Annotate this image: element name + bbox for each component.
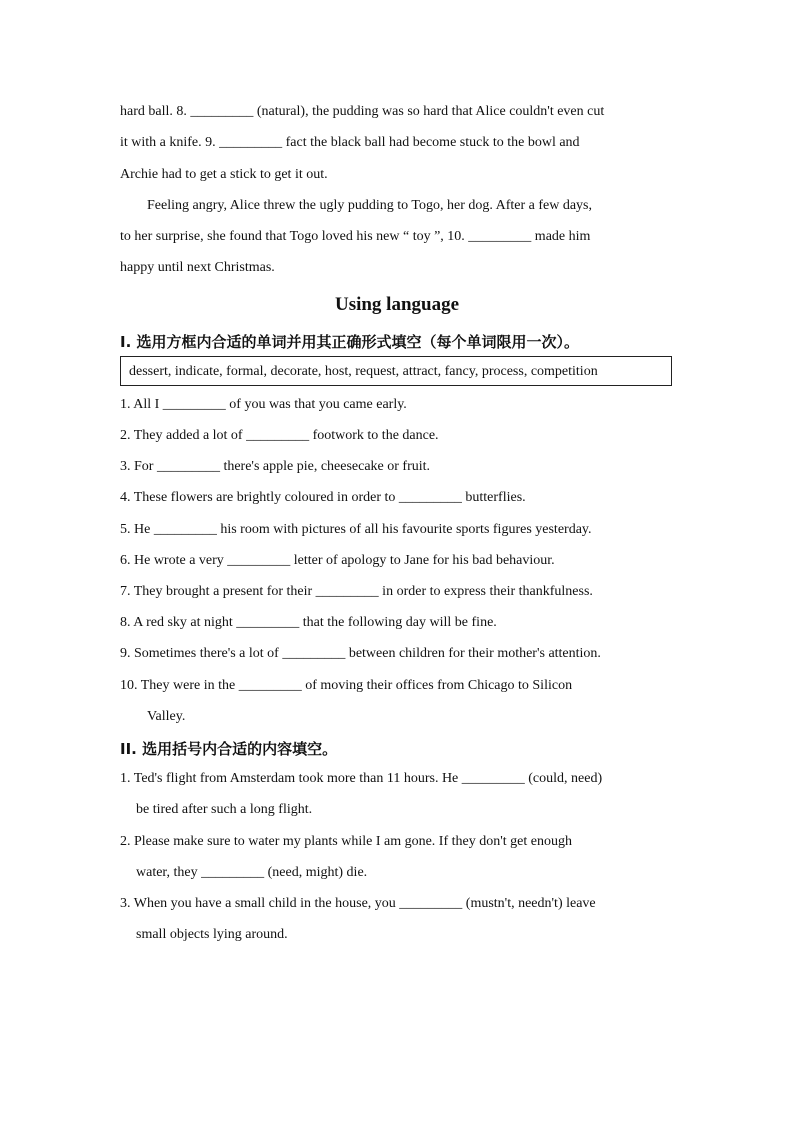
question-item: 3. When you have a small child in the house, you _________ (mustn't, needn't) leave <box>120 896 596 911</box>
question-item: 4. These flowers are brightly coloured in order to _________ butterflies. <box>120 490 526 505</box>
question-item: 9. Sometimes there's a lot of _________ between children for their mother's attention. <box>120 646 601 661</box>
question-item: 3. For _________ there's apple pie, cheesecake or fruit. <box>120 459 431 474</box>
section-title: Using language <box>334 294 460 315</box>
question-item-continuation: be tired after such a long flight. <box>136 802 313 817</box>
question-item-continuation: water, they _________ (need, might) die. <box>136 865 368 880</box>
question-item: 6. He wrote a very _________ letter of apology to Jane for his bad behaviour. <box>120 553 555 568</box>
part-2-heading: II. 选用括号内合适的内容填空。 <box>120 740 338 758</box>
question-item: 2. They added a lot of _________ footwork to the dance. <box>120 428 439 443</box>
question-item: 5. He _________ his room with pictures of all his favourite sports figures yesterday. <box>120 522 592 537</box>
word-box <box>120 356 672 386</box>
passage-line: it with a knife. 9. _________ fact the black ball had become stuck to the bowl and <box>120 135 580 150</box>
question-item: 2. Please make sure to water my plants while I am gone. If they don't get enough <box>120 834 572 849</box>
passage-line: hard ball. 8. _________ (natural), the pudding was so hard that Alice couldn't even cut <box>120 104 605 119</box>
passage-line: Feeling angry, Alice threw the ugly pudding to Togo, her dog. After a few days, <box>147 198 592 213</box>
question-item-continuation: small objects lying around. <box>136 927 288 942</box>
part-1-heading: I. 选用方框内合适的单词并用其正确形式填空（每个单词限用一次）。 <box>120 333 580 351</box>
passage-line: Archie had to get a stick to get it out. <box>120 167 328 182</box>
question-item: 7. They brought a present for their _________ in order to express their thankfulness. <box>120 584 593 599</box>
passage-line: to her surprise, she found that Togo loved his new “ toy ”, 10. _________ made him <box>120 229 591 244</box>
question-item: 1. Ted's flight from Amsterdam took more than 11 hours. He _________ (could, need) <box>120 771 603 786</box>
question-item: 10. They were in the _________ of moving their offices from Chicago to Silicon <box>120 678 573 693</box>
question-item-continuation: Valley. <box>147 709 186 724</box>
question-item: 1. All I _________ of you was that you came early. <box>120 397 407 412</box>
question-item: 8. A red sky at night _________ that the following day will be fine. <box>120 615 497 630</box>
word-box-text: dessert, indicate, formal, decorate, host, request, attract, fancy, process, competition <box>129 364 598 379</box>
passage-line: happy until next Christmas. <box>120 260 275 275</box>
